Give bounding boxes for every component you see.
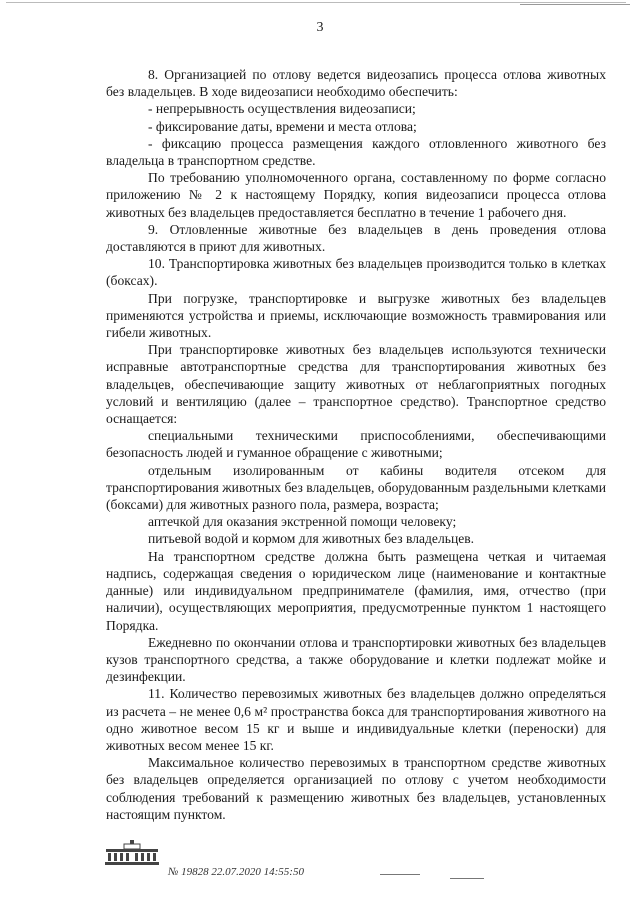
page-number: 3 — [316, 20, 324, 35]
document-body — [106, 66, 606, 823]
paragraph: 9. Отловленные животные без владельцев в день проведения отлова доставляются в приют для животных. — [106, 221, 606, 255]
building-stamp-icon — [104, 840, 160, 866]
scan-artifact — [520, 4, 630, 5]
paragraph: - непрерывность осуществления видеозаписи; — [148, 101, 416, 117]
paragraph: аптечкой для оказания экстренной помощи человеку; — [148, 514, 457, 530]
paragraph: При транспортировке животных без владельцев используются технически исправные автотранспортные средства для транспортирования животных без владельцев, обеспечивающие защиту животных от неблагоприятных погодных условий и вентиляцию (далее – транспортное средство). Транспортное средство оснащается: — [106, 342, 606, 427]
scan-artifact — [450, 878, 484, 879]
paragraph: питьевой водой и кормом для животных без владельцев. — [148, 531, 475, 547]
paragraph: 8. Организацией по отлову ведется видеозапись процесса отлова животных без владельцев. В ходе видеозаписи необходимо обеспечить: — [106, 67, 606, 100]
paragraph: - фиксирование даты, времени и места отлова; — [148, 118, 417, 134]
scan-artifact — [380, 874, 420, 875]
paragraph: 10. Транспортировка животных без владельцев производится только в клетках (боксах). — [106, 256, 606, 289]
paragraph: специальными техническими приспособлениями, обеспечивающими безопасность людей и гуманное обращение с животными; — [106, 428, 606, 461]
paragraph: По требованию уполномоченного органа, составленному по форме согласно приложению № 2 к настоящему Порядку, копия видеозаписи процесса отлова животных без владельцев предоставляется бесплатно в течение 1 рабочего дня. — [106, 170, 606, 220]
paragraph: На транспортном средстве должна быть размещена четкая и читаемая надпись, содержащая сведения о юридическом лице (наименование и контактные данные) или индивидуальном предпринимателе (фамилия, имя, отчество (при наличии), осуществляющих мероприятия, предусмотренные пунктом 1 настоящего Порядка. — [106, 548, 606, 633]
paragraph: Максимальное количество перевозимых в транспортном средстве животных без владельцев определяется организацией по отлову с учетом необходимости соблюдения требований к размещению животных без владельцев, установленных настоящим пунктом. — [106, 755, 606, 822]
paragraph: отдельным изолированным от кабины водителя отсеком для транспортирования животных без владельцев, оборудованным раздельными клетками (боксами) для животных разного пола, размера, возраста; — [106, 462, 606, 513]
registration-number: № 19828 22.07.2020 14:55:50 — [168, 866, 304, 878]
paragraph: 11. Количество перевозимых животных без владельцев должно определяться из расчета – не менее 0,6 м² пространства бокса для транспортирования животного на одно животное весом 15 кг и выше и индивидуальные клетки (переноски) для животных весом менее 15 кг. — [106, 686, 606, 753]
scan-artifact — [6, 2, 626, 3]
paragraph: - фиксацию процесса размещения каждого отловленного животного без владельца в транспортном средстве. — [106, 135, 606, 169]
paragraph: Ежедневно по окончании отлова и транспортировки животных без владельцев кузов транспортного средства, а также оборудование и клетки подлежат мойке и дезинфекции. — [106, 634, 606, 685]
paragraph: При погрузке, транспортировке и выгрузке животных без владельцев применяются устройства и приемы, исключающие возможность травмирования или гибели животных. — [106, 290, 606, 341]
